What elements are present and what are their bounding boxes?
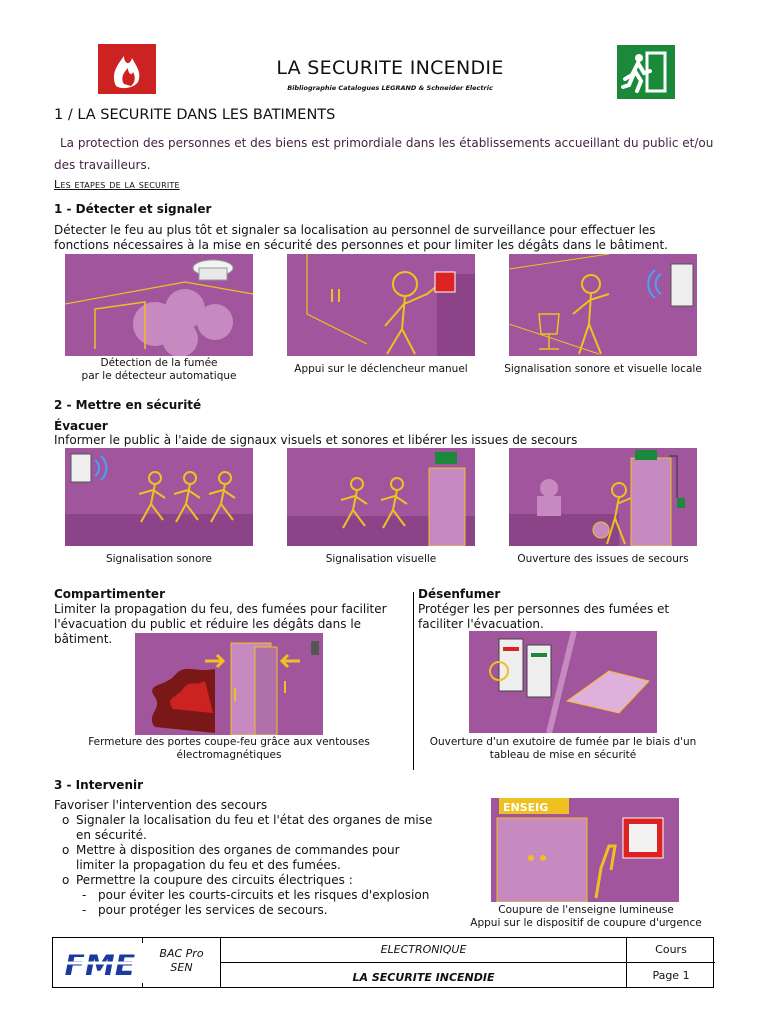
fire-logo-icon — [98, 44, 156, 94]
footer-row-divider — [221, 962, 715, 963]
footer-logo-cell — [53, 938, 143, 987]
list-item: o Permettre la coupure des circuits électriques : — [62, 873, 353, 887]
caption-sound-alarm: Signalisation sonore — [105, 553, 213, 565]
sound-alarm-illustration — [65, 448, 253, 546]
column-divider — [413, 592, 414, 770]
section-heading: 1 / LA SECURITE DANS LES BATIMENTS — [54, 107, 336, 123]
visual-signal-illustration — [287, 448, 475, 546]
compartment-heading: Compartimenter — [54, 587, 165, 601]
caption-manual-call-point: Appui sur le déclencheur manuel — [294, 363, 468, 375]
local-alarm-illustration — [509, 254, 697, 356]
sign-text: ENSEIG — [503, 801, 549, 814]
caption-smoke-vent: Ouverture d'un exutoire de fumée par le biais d'un tableau de mise en sécurité — [429, 736, 697, 761]
smoke-control-heading: Désenfumer — [418, 587, 501, 601]
fire-door-illustration — [135, 633, 323, 735]
page-title: LA SECURITE INCENDIE — [276, 57, 504, 79]
evacuate-text: Informer le public à l'aide de signaux visuels et sonores et libérer les issues de secours — [54, 433, 578, 447]
smoke-control-text: Protéger les per personnes des fumées et faciliter l'évacuation. — [418, 602, 670, 631]
footer-table — [52, 937, 714, 988]
emergency-exit-icon — [617, 45, 675, 99]
caption-sign-cutoff: Coupure de l'enseigne lumineuse Appui sur le dispositif de coupure d'urgence — [470, 904, 702, 929]
step1-text: Détecter le feu au plus tôt et signaler sa localisation au personnel de surveillance pour effectuer les fonctions nécessaires à la mise en sécurité des personnes et pour limiter les dégâts dans le bâtiment. — [54, 223, 668, 252]
caption-smoke-detection: Détection de la fumée par le détecteur automatique — [81, 357, 237, 382]
evacuate-heading: Évacuer — [54, 419, 108, 433]
compartment-text: Limiter la propagation du feu, des fumées pour faciliter l'évacuation du public et réduire les dégâts dans le bâtiment. — [54, 602, 387, 646]
footer-doc-title: LA SECURITE INCENDIE — [352, 971, 495, 984]
list-item: - pour éviter les courts-circuits et les risques d'explosion — [82, 888, 430, 902]
footer-type: Cours — [655, 943, 687, 956]
sign-cutoff-illustration — [491, 798, 679, 902]
footer-subject: ELECTRONIQUE — [380, 943, 467, 956]
page-subtitle: Bibliographie Catalogues LEGRAND & Schneider Electric — [287, 84, 493, 92]
step2-heading: 2 - Mettre en sécurité — [54, 398, 202, 412]
step3-bullet-list — [62, 813, 442, 918]
footer-level: BAC Pro SEN — [159, 947, 204, 974]
list-item: o Mettre à disposition des organes de commandes pour limiter la propagation du feu et des fumées. — [62, 843, 400, 872]
caption-exit-doors: Ouverture des issues de secours — [517, 553, 689, 565]
list-item: - pour protéger les services de secours. — [82, 903, 328, 917]
footer-level-cell — [143, 938, 221, 987]
step1-heading: 1 - Détecter et signaler — [54, 202, 212, 216]
step3-intro: Favoriser l'intervention des secours — [54, 798, 268, 812]
list-item: o Signaler la localisation du feu et l'état des organes de mise en sécurité. — [62, 813, 433, 842]
caption-visual-signal: Signalisation visuelle — [325, 553, 437, 565]
fme-logo-text: FME — [64, 948, 136, 983]
footer-page: Page 1 — [652, 969, 690, 982]
smoke-detector-illustration — [65, 254, 253, 356]
step3-heading: 3 - Intervenir — [54, 778, 144, 792]
intro-paragraph: La protection des personnes et des biens est primordiale dans les établissements accueillant du public et/ou des travailleurs. — [54, 136, 714, 172]
caption-fire-door: Fermeture des portes coupe-feu grâce aux ventouses électromagnétiques — [88, 736, 370, 761]
manual-call-point-illustration — [287, 254, 475, 356]
steps-title: Les etapes de la securite — [54, 178, 180, 191]
smoke-vent-illustration — [469, 631, 657, 733]
exit-doors-illustration — [509, 448, 697, 546]
caption-local-alarm: Signalisation sonore et visuelle locale — [504, 363, 702, 375]
fme-logo-icon — [57, 943, 143, 983]
